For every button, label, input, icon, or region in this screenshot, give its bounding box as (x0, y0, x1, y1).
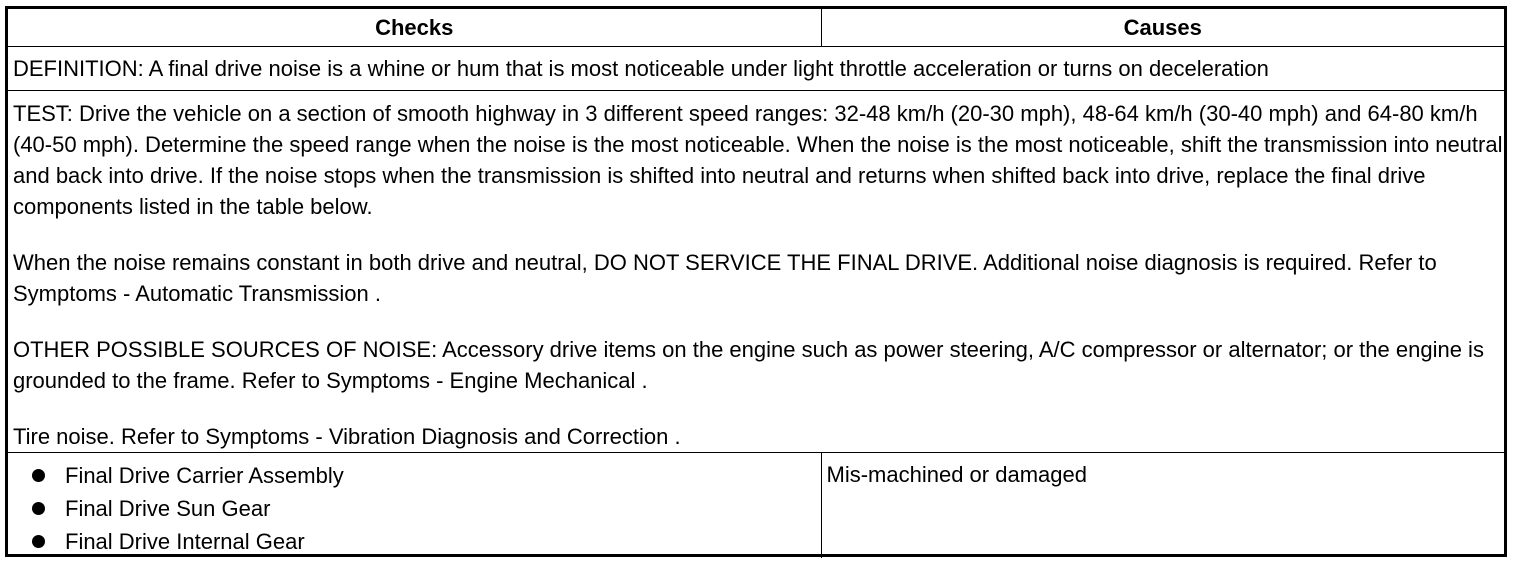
noise-constant-paragraph: When the noise remains constant in both drive and neutral, DO NOT SERVICE THE FINAL DRIVE. Additional noise diagnosis is required. Refer to Symptoms - Automatic Transmission . (13, 250, 1437, 306)
definition-text: DEFINITION: A final drive noise is a whine or hum that is most noticeable under light throttle acceleration or turns on deceleration (8, 47, 1504, 91)
bullet-icon (32, 469, 45, 482)
header-row (8, 9, 1504, 47)
component-label: Final Drive Carrier Assembly (65, 463, 344, 488)
bullet-icon (32, 502, 45, 515)
test-cell (8, 91, 1504, 453)
checks-cell (8, 453, 821, 559)
component-list (13, 459, 821, 558)
tire-noise-paragraph: Tire noise. Refer to Symptoms - Vibration Diagnosis and Correction . (13, 424, 681, 449)
list-item (13, 459, 821, 492)
test-row (8, 91, 1504, 453)
causes-header: Causes (821, 9, 1504, 47)
checks-header: Checks (8, 9, 821, 47)
bullet-icon (32, 535, 45, 548)
component-label: Final Drive Internal Gear (65, 529, 305, 554)
list-item (13, 492, 821, 525)
list-item (13, 525, 821, 558)
other-sources-paragraph: OTHER POSSIBLE SOURCES OF NOISE: Accessory drive items on the engine such as power steering, A/C compressor or alternator; or the engine is grounded to the frame. Refer to Symptoms - Engine Mechanical . (13, 337, 1484, 393)
definition-row (8, 47, 1504, 91)
component-label: Final Drive Sun Gear (65, 496, 271, 521)
causes-cell: Mis-machined or damaged (821, 453, 1504, 559)
diagnostic-table (8, 9, 1504, 558)
components-row (8, 453, 1504, 559)
test-paragraph: TEST: Drive the vehicle on a section of smooth highway in 3 different speed ranges: 32-48 km/h (20-30 mph), 48-64 km/h (30-40 mph) and 64-80 km/h (40-50 mph). Determine the speed range when the noise is the most noticeable. When the noise is the most noticeable, shift the transmission into neutral and back into drive. If the noise stops when the transmission is shifted into neutral and returns when shifted back into drive, replace the final drive components listed in the table below. (13, 101, 1503, 219)
diagnostic-table-frame (5, 6, 1507, 557)
